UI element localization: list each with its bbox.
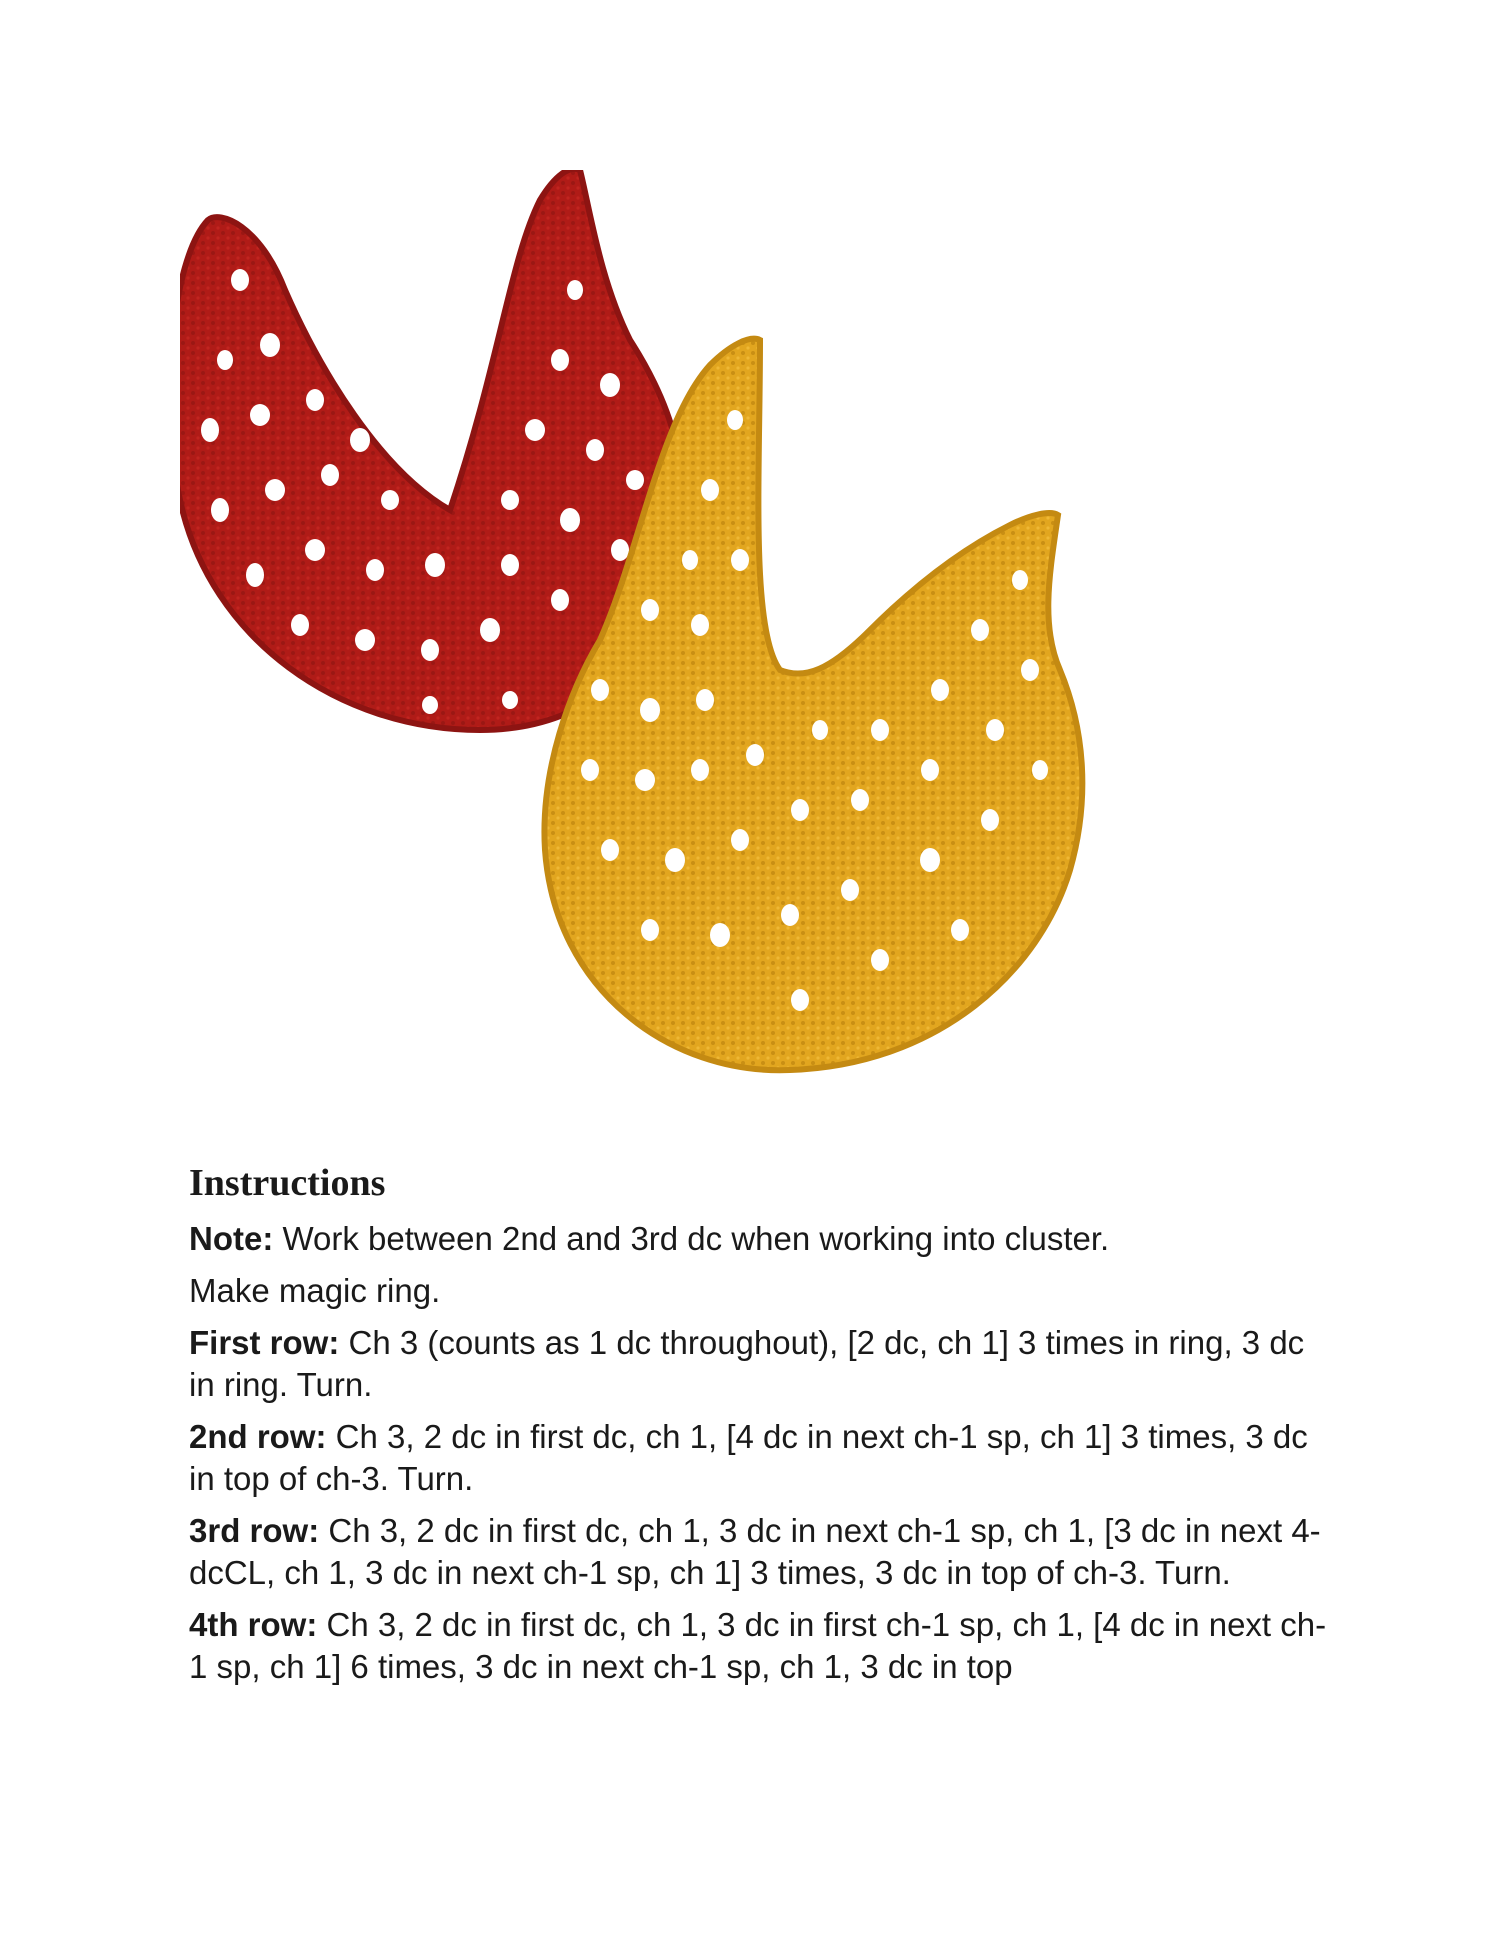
instruction-note bbox=[189, 1218, 1329, 1260]
instruction-text: Ch 3, 2 dc in first dc, ch 1, 3 dc in next ch-1 sp, ch 1, [3 dc in next 4-dcCL, ch 1, 3 dc in next ch-1 sp, ch 1] 3 times, 3 dc in top of ch-3. Turn. bbox=[189, 1512, 1321, 1591]
instructions-section bbox=[189, 1160, 1329, 1698]
instruction-magic-ring bbox=[189, 1270, 1329, 1312]
instruction-label: 2nd row: bbox=[189, 1418, 327, 1455]
instruction-label: Note: bbox=[189, 1220, 274, 1257]
instruction-first-row bbox=[189, 1322, 1329, 1406]
instruction-2nd-row bbox=[189, 1416, 1329, 1500]
instruction-text: Make magic ring. bbox=[189, 1272, 441, 1309]
instruction-label: 3rd row: bbox=[189, 1512, 320, 1549]
instruction-text: Work between 2nd and 3rd dc when working into cluster. bbox=[273, 1220, 1110, 1257]
instruction-3rd-row bbox=[189, 1510, 1329, 1594]
instruction-text: Ch 3, 2 dc in first dc, ch 1, 3 dc in first ch-1 sp, ch 1, [4 dc in next ch-1 sp, ch 1] 6 times, 3 dc in next ch-1 sp, ch 1, 3 dc in top bbox=[189, 1606, 1327, 1685]
crochet-motifs-photo bbox=[180, 170, 1330, 1110]
instruction-text: Ch 3, 2 dc in first dc, ch 1, [4 dc in next ch-1 sp, ch 1] 3 times, 3 dc in top of ch-3. Turn. bbox=[189, 1418, 1308, 1497]
instruction-label: 4th row: bbox=[189, 1606, 318, 1643]
instruction-4th-row bbox=[189, 1604, 1329, 1688]
instructions-title: Instructions bbox=[189, 1162, 386, 1204]
instruction-label: First row: bbox=[189, 1324, 340, 1361]
crochet-motifs-illustration bbox=[180, 170, 1330, 1110]
instruction-text: Ch 3 (counts as 1 dc throughout), [2 dc, ch 1] 3 times in ring, 3 dc in ring. Turn. bbox=[189, 1324, 1305, 1403]
